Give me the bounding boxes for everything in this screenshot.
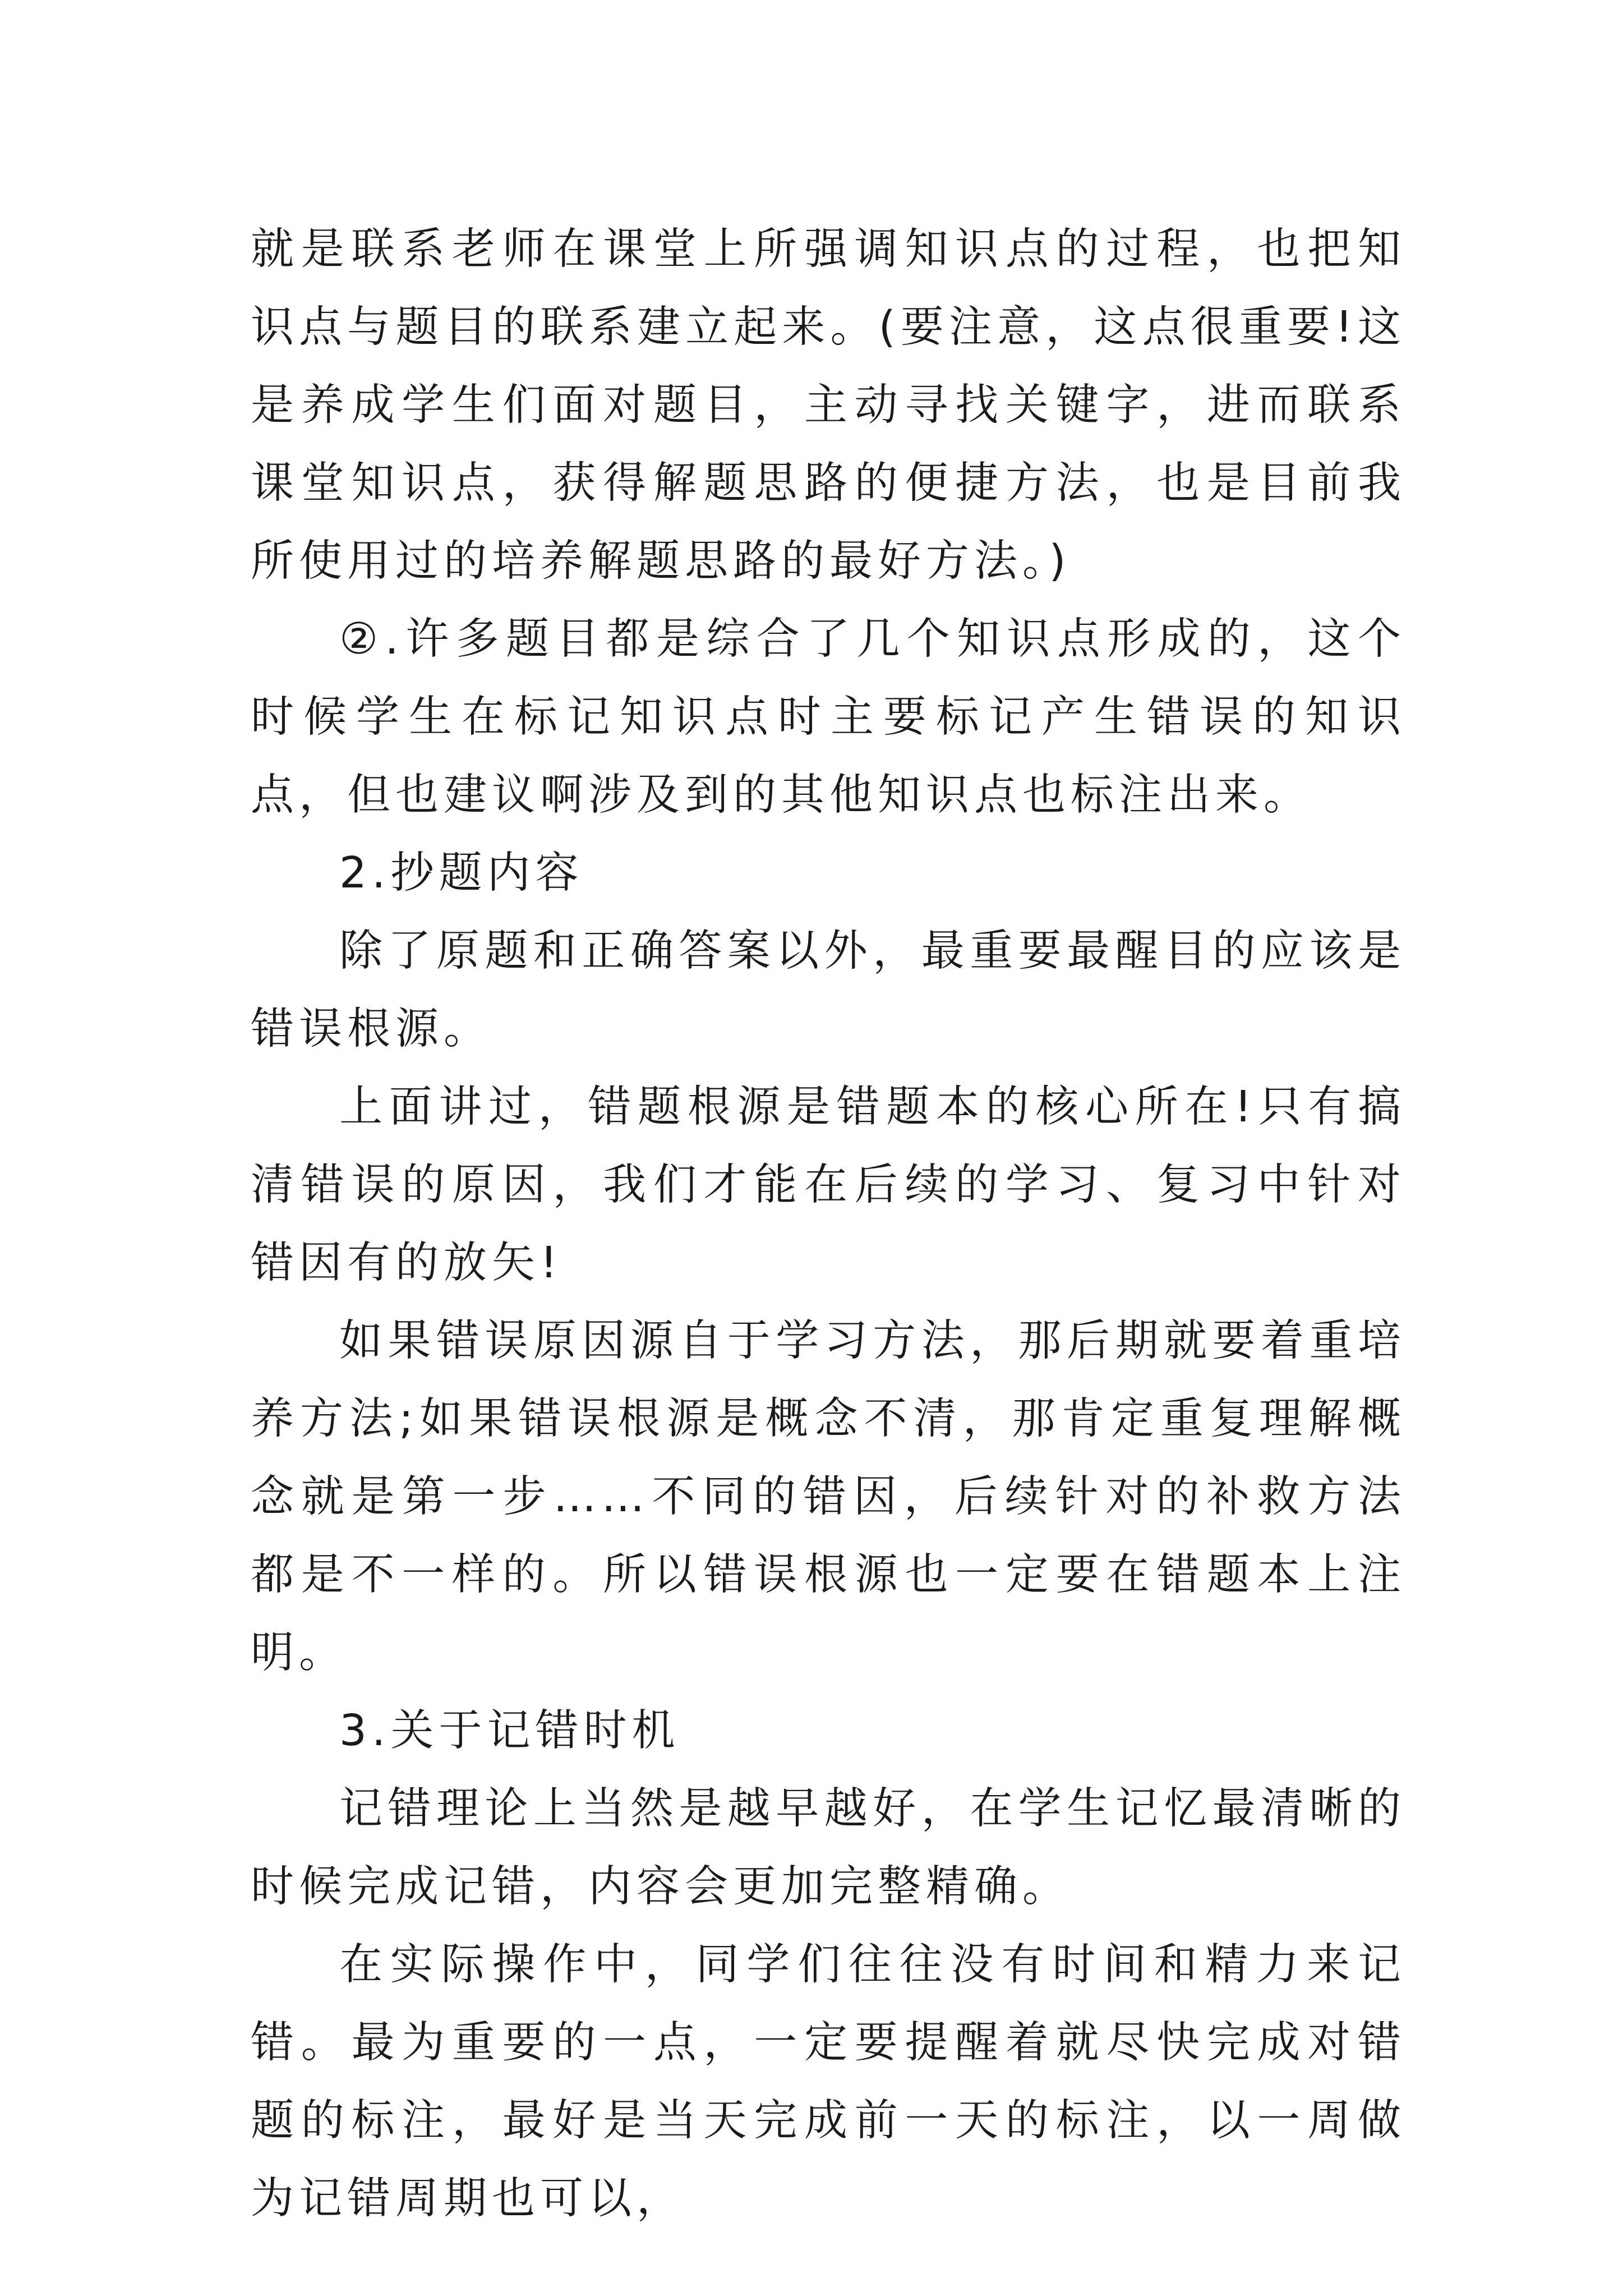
document-body — [251, 210, 1406, 2238]
paragraph-2: ②.许多题目都是综合了几个知识点形成的，这个时候学生在标记知识点时主要标记产生错误的知识点，但也建议啊涉及到的其他知识点也标注出来。 — [251, 614, 1406, 820]
paragraph-1: 就是联系老师在课堂上所强调知识点的过程，也把知识点与题目的联系建立起来。(要注意，这点很重要!这是养成学生们面对题目，主动寻找关键字，进而联系课堂知识点，获得解题思路的便捷方法，也是目前我所使用过的培养解题思路的最好方法。) — [251, 224, 1406, 586]
paragraph-6: 记错理论上当然是越早越好，在学生记忆最清晰的时候完成记错，内容会更加完整精确。 — [251, 1784, 1406, 1912]
paragraph-4: 上面讲过，错题根源是错题本的核心所在!只有搞清错误的原因，我们才能在后续的学习、复习中针对错因有的放矢! — [251, 1082, 1406, 1288]
section-heading-3: 3.关于记错时机 — [339, 1706, 680, 1756]
paragraph-3: 除了原题和正确答案以外，最重要最醒目的应该是错误根源。 — [251, 926, 1406, 1054]
paragraph-7: 在实际操作中，同学们往往没有时间和精力来记错。最为重要的一点，一定要提醒着就尽快完成对错题的标注，最好是当天完成前一天的标注，以一周做为记错周期也可以， — [251, 1940, 1406, 2224]
section-heading-2: 2.抄题内容 — [339, 848, 584, 898]
paragraph-5: 如果错误原因源自于学习方法，那后期就要着重培养方法;如果错误根源是概念不清，那肯定重复理解概念就是第一步……不同的错因，后续针对的补救方法都是不一样的。所以错误根源也一定要在错题本上注明。 — [251, 1316, 1406, 1678]
